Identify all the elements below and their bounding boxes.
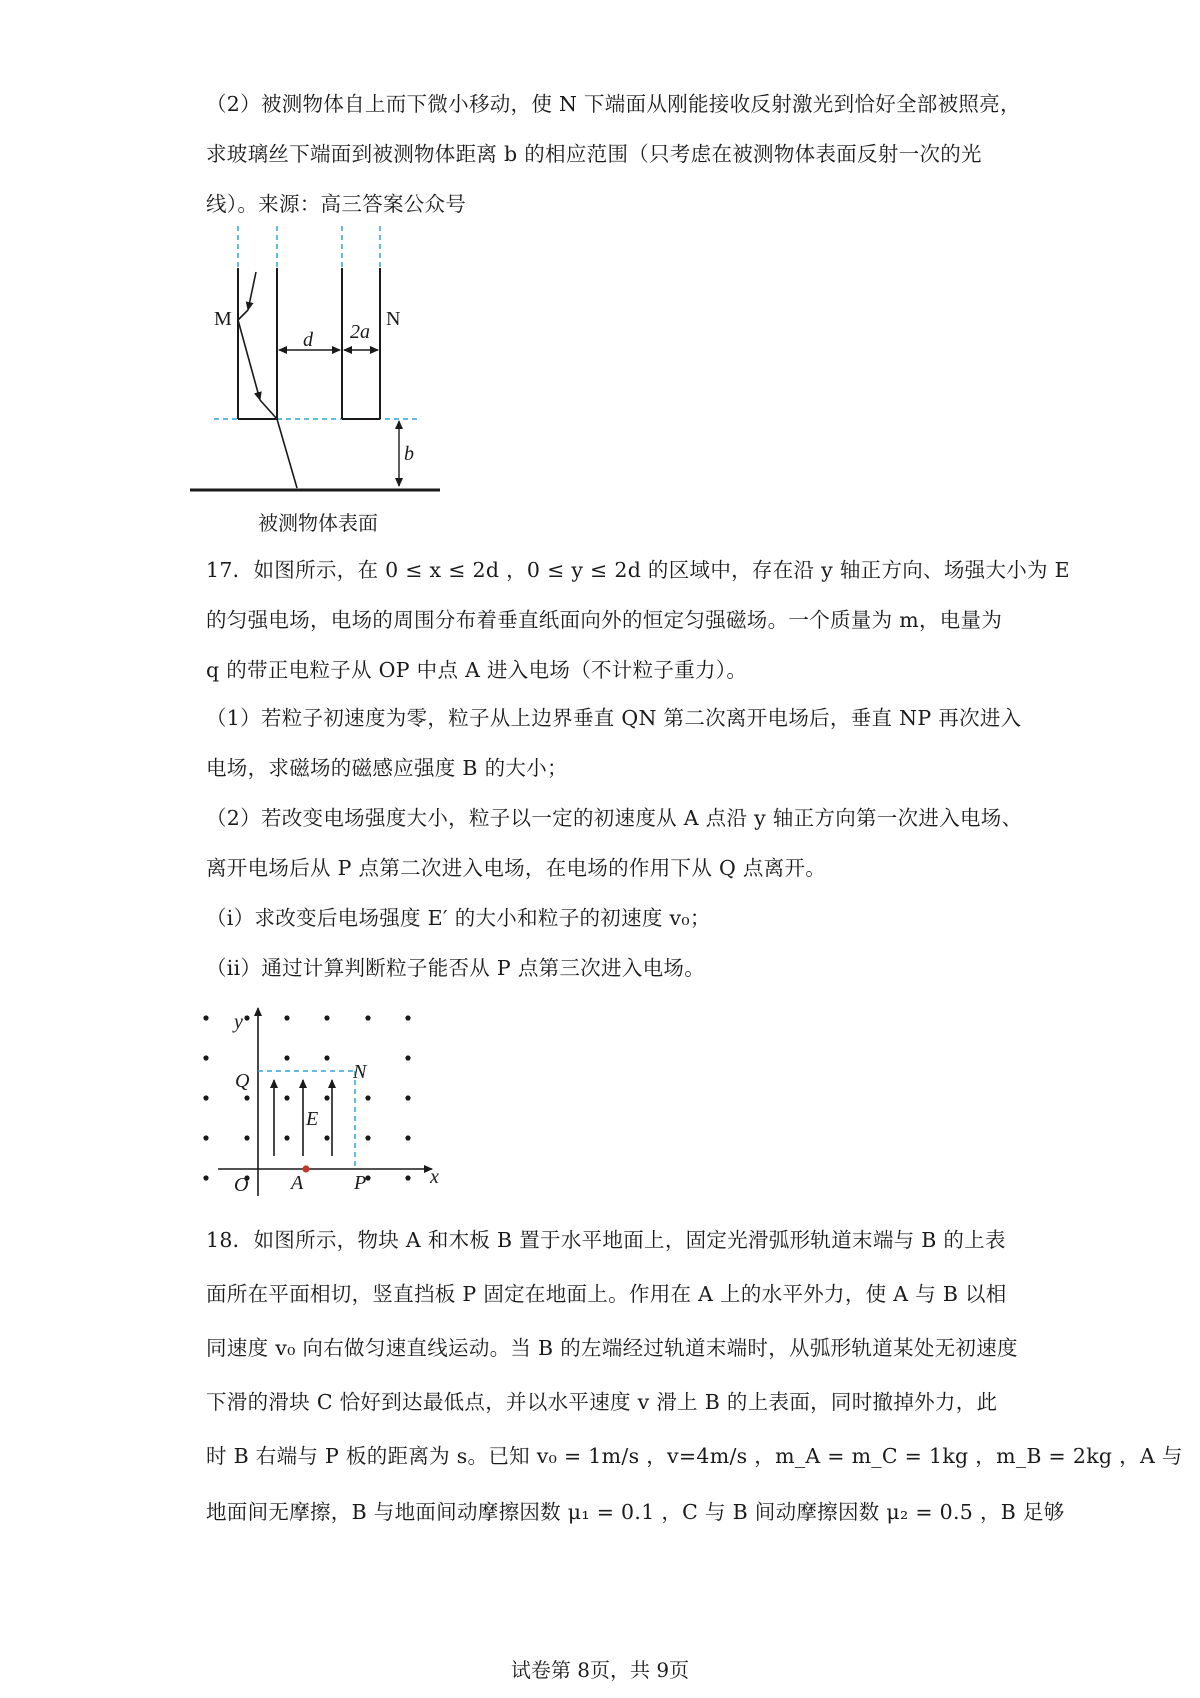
q18-line-2: 面所在平面相切，竖直挡板 P 固定在地面上。作用在 A 上的水平外力，使 A 与 B 以相 — [206, 1282, 1007, 1306]
q17-line-3: q 的带正电粒子从 OP 中点 A 进入电场（不计粒子重力）。 — [206, 658, 748, 682]
q18-line-6: 地面间无摩擦，B 与地面间动摩擦因数 μ₁ = 0.1 ，C 与 B 间动摩擦因数 μ₂ = 0.5 ，B 足够 — [206, 1500, 1065, 1524]
optical-fiber-diagram — [190, 220, 460, 530]
field-arrows — [274, 1080, 332, 1156]
q17-line-7: 离开电场后从 P 点第二次进入电场，在电场的作用下从 Q 点离开。 — [206, 856, 827, 880]
figure-caption-surface: 被测物体表面 — [258, 511, 378, 535]
point-a — [302, 1165, 309, 1172]
label-d: d — [303, 329, 313, 351]
electric-field-diagram — [190, 1000, 480, 1210]
page-footer: 试卷第 8页，共 9页 — [510, 1658, 690, 1682]
q17-line-9: （ii）通过计算判断粒子能否从 P 点第三次进入电场。 — [206, 956, 706, 980]
q16-line-3: 线）。来源：高三答案公众号 — [206, 192, 467, 216]
q17-line-8: （i）求改变后电场强度 E′ 的大小和粒子的初速度 v₀； — [206, 906, 711, 930]
q18-line-5: 时 B 右端与 P 板的距离为 s。已知 v₀ = 1m/s ，v=4m/s ，m_A = m_C = 1kg ，m_B = 2kg ，A 与 — [206, 1444, 1183, 1468]
label-o: O — [234, 1174, 249, 1196]
label-q: Q — [235, 1070, 250, 1092]
label-x: x — [430, 1166, 439, 1188]
label-2a: 2a — [350, 321, 370, 343]
label-e: E — [306, 1108, 319, 1130]
q17-line-2: 的匀强电场，电场的周围分布着垂直纸面向外的恒定匀强磁场。一个质量为 m，电量为 — [206, 608, 1003, 632]
q18-line-1: 18．如图所示，物块 A 和木板 B 置于水平地面上，固定光滑弧形轨道末端与 B 的上表 — [206, 1228, 1006, 1252]
q17-line-6: （2）若改变电场强度大小，粒子以一定的初速度从 A 点沿 y 轴正方向第一次进入电场、 — [206, 806, 1023, 830]
label-a: A — [291, 1172, 304, 1194]
label-n-point: N — [353, 1061, 367, 1083]
q18-line-3: 同速度 v₀ 向右做匀速直线运动。当 B 的左端经过轨道末端时，从弧形轨道某处无初速度 — [206, 1336, 1018, 1360]
q18-line-4: 下滑的滑块 C 恰好到达最低点，并以水平速度 v 滑上 B 的上表面，同时撤掉外力，此 — [206, 1390, 998, 1414]
label-y: y — [234, 1011, 243, 1033]
q17-line-4: （1）若粒子初速度为零，粒子从上边界垂直 QN 第二次离开电场后，垂直 NP 再次进入 — [206, 706, 1022, 730]
light-ray — [238, 272, 297, 488]
q16-line-2: 求玻璃丝下端面到被测物体距离 b 的相应范围（只考虑在被测物体表面反射一次的光 — [206, 142, 982, 166]
q17-line-1: 17．如图所示，在 0 ≤ x ≤ 2d ，0 ≤ y ≤ 2d 的区域中，存在沿 y 轴正方向、场强大小为 E — [206, 558, 1070, 582]
q16-line-1: （2）被测物体自上而下微小移动，使 N 下端面从刚能接收反射激光到恰好全部被照亮， — [206, 92, 1021, 116]
fiber-n — [342, 268, 380, 419]
label-n: N — [386, 308, 401, 330]
q17-line-5: 电场，求磁场的磁感应强度 B 的大小； — [206, 756, 568, 780]
label-b: b — [404, 443, 414, 465]
label-m: M — [214, 308, 232, 330]
label-p: P — [354, 1172, 367, 1194]
